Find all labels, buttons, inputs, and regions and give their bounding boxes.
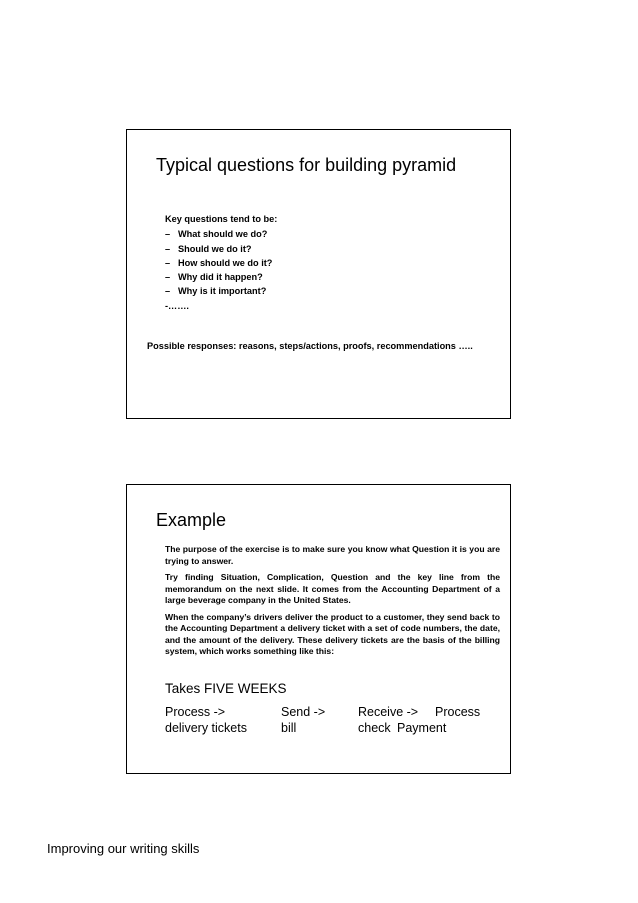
paragraph: Try finding Situation, Complication, Question and the key line from the memorandum on the next slide. It comes from the Accounting Department of a large beverage company in the United States. [165, 572, 500, 605]
list-item: – Why is it important? [165, 286, 267, 297]
process-step: Send -> bill [281, 705, 326, 735]
example-paragraphs [165, 544, 500, 663]
process-step: Process [435, 705, 481, 719]
paragraph: The purpose of the exercise is to make sure you know what Question it is you are trying to answer. [165, 544, 500, 566]
possible-responses: Possible responses: reasons, steps/actions, proofs, recommendations ….. [147, 341, 473, 351]
list-item: – How should we do it? [165, 257, 273, 268]
process-step: Receive -> check [358, 705, 419, 735]
process-step: Process -> delivery tickets [165, 705, 247, 735]
slide-example [126, 484, 511, 774]
slide-typical-questions [126, 129, 511, 419]
key-questions-list [165, 212, 277, 313]
list-item: – What should we do? [165, 229, 268, 240]
takes-duration: Takes FIVE WEEKS [165, 681, 287, 696]
list-item: – Why did it happen? [165, 272, 263, 283]
list-ellipsis: -……. [165, 300, 189, 311]
list-item: – Should we do it? [165, 243, 252, 254]
slide-title: Example [156, 510, 227, 530]
slide-title: Typical questions for building pyramid [156, 155, 457, 175]
list-intro: Key questions tend to be: [165, 214, 278, 224]
paragraph: When the company’s drivers deliver the product to a customer, they send back to the Accounting Department a delivery ticket with a set of code numbers, the date, and the amount of the delivery. These delivery tickets are the basis of the billing system, which works something like this: [165, 611, 500, 656]
process-step-continuation: Payment [397, 721, 447, 735]
page-footer: Improving our writing skills [47, 841, 200, 856]
